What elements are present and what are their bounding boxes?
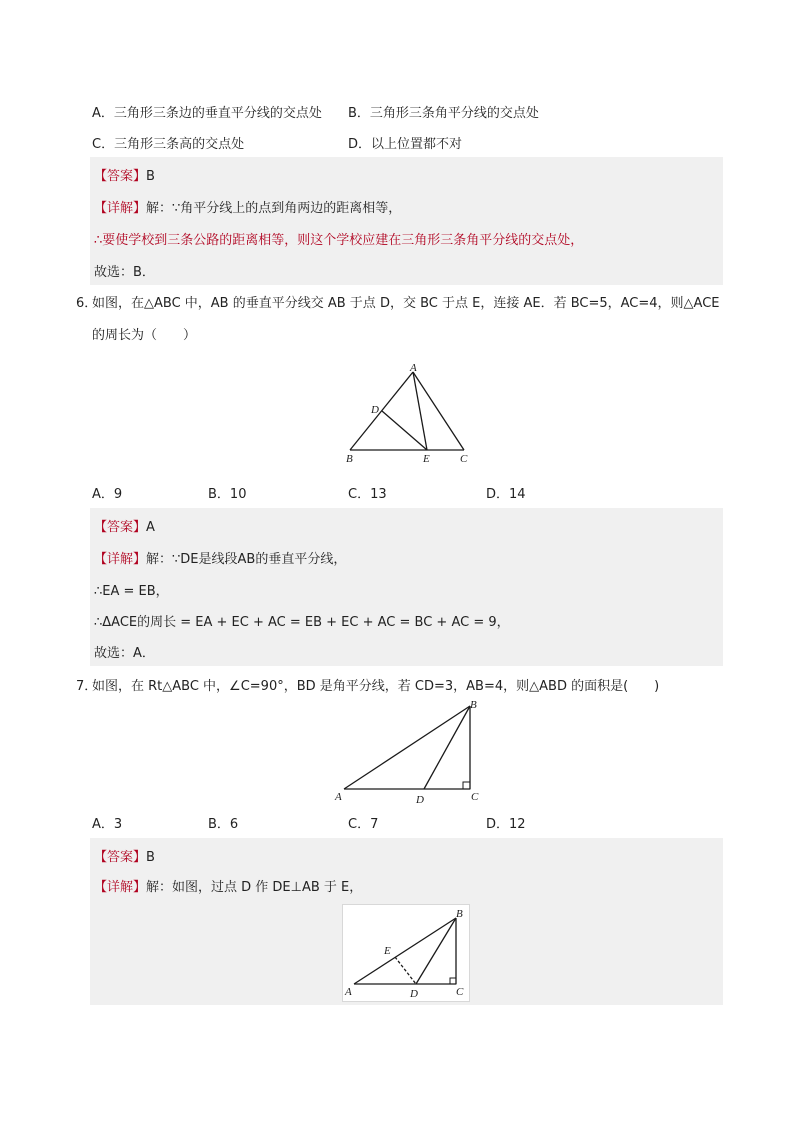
q6-segment-de xyxy=(382,411,427,450)
q7-option-b: B．6 xyxy=(208,817,239,832)
q7-figure xyxy=(330,696,490,806)
q6-label-d: D xyxy=(371,404,379,416)
q6-label-a: A xyxy=(410,362,417,374)
q6-answer-box xyxy=(90,508,723,666)
q7-solution-figure xyxy=(342,904,470,1002)
detail-tag: 【详解】 xyxy=(94,201,147,216)
q5-answer-box xyxy=(90,157,723,285)
q6-detail-line-1: 【详解】解：∵DE是线段AB的垂直平分线， xyxy=(94,552,347,567)
q5-detail-line-2: ∴要使学校到三条公路的距离相等，则这个学校应建在三角形三条角平分线的交点处， xyxy=(94,233,584,248)
q6-option-b: B．10 xyxy=(208,487,247,502)
q5-detail-line-3: 故选：B． xyxy=(94,265,155,280)
q7-number: 7． xyxy=(76,679,98,694)
q5-option-c: C．三角形三条高的交点处 xyxy=(92,137,245,152)
q7-segment-bd xyxy=(424,706,470,789)
sol-label-a: A xyxy=(345,986,352,998)
q7-answer xyxy=(94,846,155,865)
sol-label-c: C xyxy=(456,986,464,998)
q6-number: 6． xyxy=(76,296,98,311)
q5-answer xyxy=(94,165,155,184)
q6-stem-line-2: 的周长为（ ） xyxy=(92,328,197,343)
q6-figure xyxy=(330,360,480,468)
q7-segment-ab xyxy=(344,706,470,789)
answer-value: B xyxy=(146,169,155,184)
q6-option-a: A．9 xyxy=(92,487,123,502)
answer-tag: 【答案】 xyxy=(94,520,147,535)
q7-stem xyxy=(76,675,660,694)
q6-detail-line-3: ∴ΔACE的周长 = EA + EC + AC = EB + EC + AC = BC + AC = 9， xyxy=(94,615,510,630)
q7-option-c: C．7 xyxy=(348,817,379,832)
q5-detail-line-1: 【详解】解：∵角平分线上的点到角两边的距离相等， xyxy=(94,201,402,216)
q7-detail-line-1: 【详解】解：如图，过点 D 作 DE⊥AB 于 E， xyxy=(94,880,363,895)
q5-option-b: B．三角形三条角平分线的交点处 xyxy=(348,106,539,121)
q6-stem-line-1: 如图，在△ABC 中，AB 的垂直平分线交 AB 于点 D，交 BC 于点 E，连接 AE．若 BC=5，AC=4，则△ACE xyxy=(92,296,720,311)
answer-tag: 【答案】 xyxy=(94,169,147,184)
q7-label-c: C xyxy=(471,791,479,803)
answer-value: A xyxy=(146,520,155,535)
q7-right-angle-mark xyxy=(463,782,470,789)
q5-option-d: D．以上位置都不对 xyxy=(348,137,463,152)
q6-option-c: C．13 xyxy=(348,487,387,502)
figure-frame xyxy=(343,905,470,1002)
detail-tag: 【详解】 xyxy=(94,552,147,567)
q7-stem-text: 如图，在 Rt△ABC 中，∠C=90°，BD 是角平分线，若 CD=3，AB=4，则△ABD 的面积是( ) xyxy=(92,679,660,694)
q7-label-a: A xyxy=(335,791,342,803)
q6-detail-line-2: ∴EA = EB， xyxy=(94,584,169,599)
q6-option-d: D．14 xyxy=(486,487,526,502)
q7-option-d: D．12 xyxy=(486,817,526,832)
q6-label-e: E xyxy=(423,453,430,465)
q7-option-a: A．3 xyxy=(92,817,123,832)
answer-tag: 【答案】 xyxy=(94,850,147,865)
q6-label-b: B xyxy=(346,453,353,465)
q7-label-d: D xyxy=(416,794,424,806)
q7-answer-box xyxy=(90,838,723,1005)
detail-tag: 【详解】 xyxy=(94,880,147,895)
sol-label-e: E xyxy=(384,945,391,957)
sol-label-b: B xyxy=(456,908,463,920)
q6-stem xyxy=(76,292,720,311)
q6-label-c: C xyxy=(460,453,468,465)
answer-value: B xyxy=(146,850,155,865)
q6-detail-line-4: 故选：A． xyxy=(94,646,155,661)
q6-answer xyxy=(94,516,155,535)
sol-label-d: D xyxy=(410,988,418,1000)
q5-option-a: A．三角形三条边的垂直平分线的交点处 xyxy=(92,106,322,121)
q7-label-b: B xyxy=(470,699,477,711)
q6-segment-ab xyxy=(350,372,413,450)
